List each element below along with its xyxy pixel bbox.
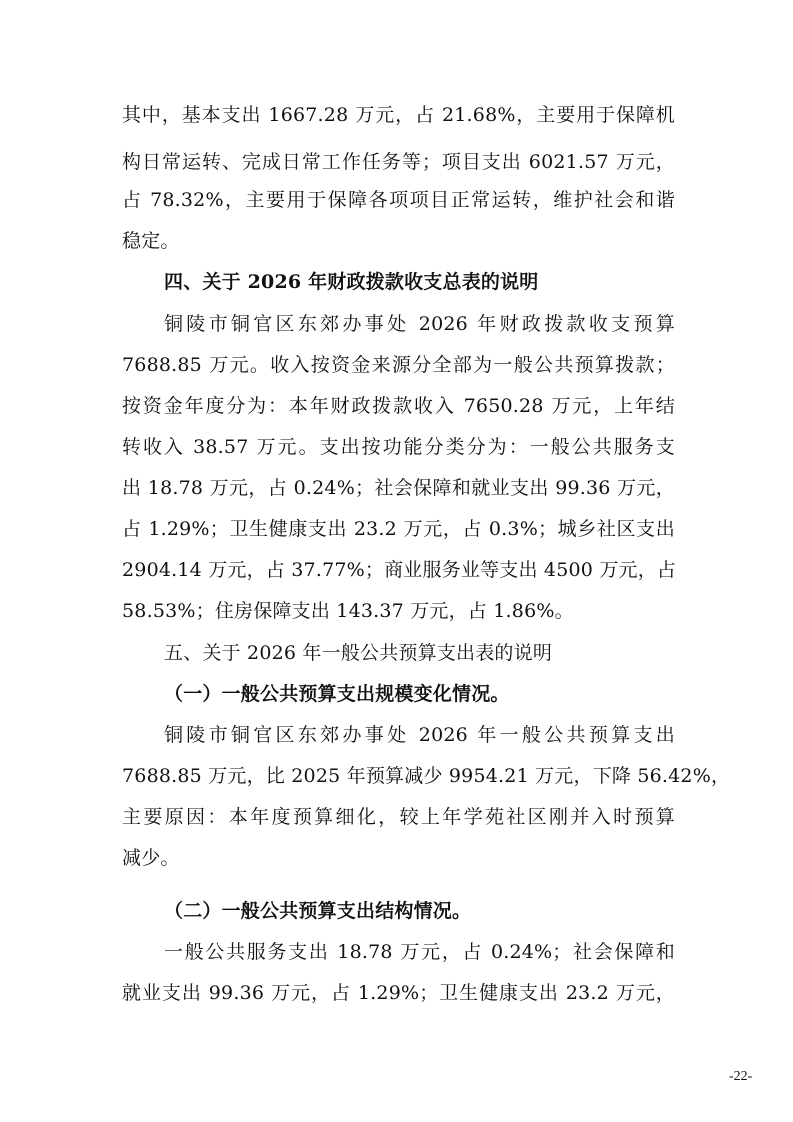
page-number: -22- xyxy=(729,1069,753,1084)
paragraph-line: 58.53%；住房保障支出 143.37 万元，占 1.86%。 xyxy=(122,600,574,622)
paragraph-line: 其中，基本支出 1667.28 万元，占 21.68%，主要用于保障机 xyxy=(122,104,675,126)
paragraph-line: 占 78.32%，主要用于保障各项项目正常运转，维护社会和谐 xyxy=(122,189,675,211)
paragraph-line: 按资金年度分为：本年财政拨款收入 7650.28 万元，上年结 xyxy=(122,395,675,417)
paragraph-line: 2904.14 万元，占 37.77%；商业服务业等支出 4500 万元，占 xyxy=(122,559,677,581)
paragraph-line: 铜陵市铜官区东郊办事处 2026 年财政拨款收支预算 xyxy=(164,313,675,335)
paragraph-line: 7688.85 万元。收入按资金来源分全部为一般公共预算拨款； xyxy=(122,354,675,376)
paragraph-line: 铜陵市铜官区东郊办事处 2026 年一般公共预算支出 xyxy=(164,724,675,746)
paragraph-line: 7688.85 万元，比 2025 年预算减少 9954.21 万元，下降 56.42%， xyxy=(122,765,731,787)
paragraph-line: 转收入 38.57 万元。支出按功能分类分为：一般公共服务支 xyxy=(122,436,675,458)
paragraph-line: 出 18.78 万元，占 0.24%；社会保障和就业支出 99.36 万元， xyxy=(122,477,675,499)
paragraph-line: 稳定。 xyxy=(122,230,180,252)
paragraph-line: 主要原因：本年度预算细化，较上年学苑社区刚并入时预算 xyxy=(122,806,675,828)
paragraph-line: 一般公共服务支出 18.78 万元，占 0.24%；社会保障和 xyxy=(164,941,675,963)
subheading-scale-change: （一）一般公共预算支出规模变化情况。 xyxy=(164,683,510,705)
paragraph-line: 占 1.29%；卫生健康支出 23.2 万元，占 0.3%；城乡社区支出 xyxy=(122,518,675,540)
paragraph-line: 就业支出 99.36 万元，占 1.29%；卫生健康支出 23.2 万元， xyxy=(122,982,675,1004)
section-heading-4: 四、关于 2026 年财政拨款收支总表的说明 xyxy=(164,271,539,293)
paragraph-line: 减少。 xyxy=(122,847,180,869)
paragraph-line: 构日常运转、完成日常工作任务等；项目支出 6021.57 万元， xyxy=(122,151,675,173)
section-heading-5: 五、关于 2026 年一般公共预算支出表的说明 xyxy=(164,642,553,664)
subheading-structure: （二）一般公共预算支出结构情况。 xyxy=(164,900,472,922)
